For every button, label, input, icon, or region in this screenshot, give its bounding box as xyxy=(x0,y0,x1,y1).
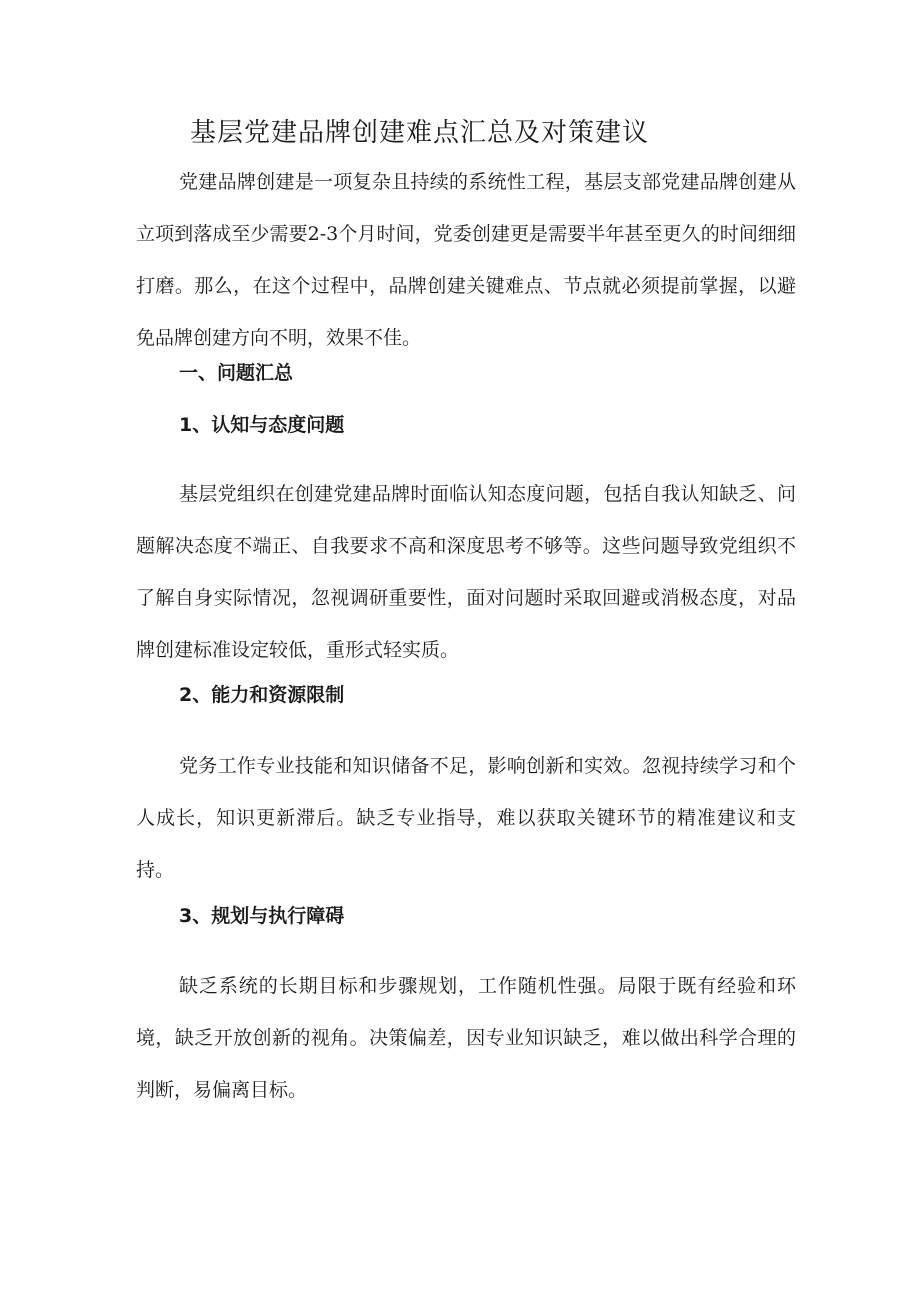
document-title: 基层党建品牌创建难点汇总及对策建议 xyxy=(190,118,650,148)
subsection-heading-2: 2、能力和资源限制 xyxy=(179,684,345,706)
subsection-heading-1: 1、认知与态度问题 xyxy=(179,414,345,436)
section-heading: 一、问题汇总 xyxy=(179,362,294,384)
subsection-body-3: 缺乏系统的长期目标和步骤规划，工作随机性强。局限于既有经验和环境，缺乏开放创新的视角。决策偏差，因专业知识缺乏，难以做出科学合理的判断，易偏离目标。 xyxy=(136,975,796,1101)
intro-paragraph: 党建品牌创建是一项复杂且持续的系统性工程，基层支部党建品牌创建从立项到落成至少需要2-3个月时间，党委创建更是需要半年甚至更久的时间细细打磨。那么，在这个过程中，品牌创建关键难点、节点就必须提前掌握，以避免品牌创建方向不明，效果不佳。 xyxy=(136,171,796,349)
subsection-body-2: 党务工作专业技能和知识储备不足，影响创新和实效。忽视持续学习和个人成长，知识更新滞后。缺乏专业指导，难以获取关键环节的精准建议和支持。 xyxy=(136,755,796,881)
subsection-body-1: 基层党组织在创建党建品牌时面临认知态度问题，包括自我认知缺乏、问题解决态度不端正、自我要求不高和深度思考不够等。这些问题导致党组织不了解自身实际情况，忽视调研重要性，面对问题时采取回避或消极态度，对品牌创建标准设定较低，重形式轻实质。 xyxy=(136,483,796,661)
subsection-heading-3: 3、规划与执行障碍 xyxy=(179,905,345,927)
